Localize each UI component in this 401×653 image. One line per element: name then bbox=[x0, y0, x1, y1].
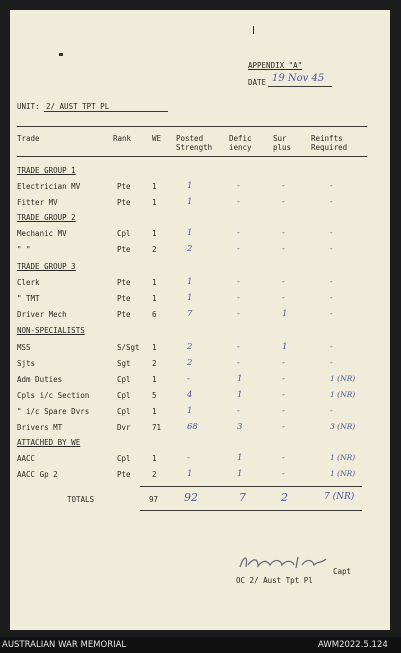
cell-posted: - bbox=[187, 453, 190, 463]
appendix-heading: APPENDIX "A" bbox=[248, 61, 303, 70]
cell-rank: S/Sgt bbox=[117, 343, 140, 352]
cell-surplus: - bbox=[282, 422, 285, 432]
cell-surplus: - bbox=[282, 358, 285, 368]
col-surplus-2: plus bbox=[273, 143, 292, 152]
cell-rank: Pte bbox=[117, 470, 131, 479]
totals-surplus: 2 bbox=[281, 491, 288, 504]
totals-we: 97 bbox=[149, 495, 159, 504]
cell-posted: 1 bbox=[187, 181, 193, 191]
cell-trade: MSS bbox=[17, 343, 31, 352]
group-attached: ATTACHED BY WE bbox=[17, 438, 81, 447]
cell-rank: Pte bbox=[117, 310, 131, 319]
cell-rank: Pte bbox=[117, 278, 131, 287]
cell-surplus: - bbox=[282, 277, 285, 287]
cell-deficiency: - bbox=[237, 342, 240, 352]
cell-deficiency: 1 bbox=[237, 469, 243, 479]
cell-surplus: - bbox=[282, 374, 285, 384]
col-posted-2: Strength bbox=[176, 143, 213, 152]
cell-reinfts: - bbox=[330, 181, 333, 190]
cell-trade: Electrician MV bbox=[17, 182, 81, 191]
cell-surplus: - bbox=[282, 181, 285, 191]
cell-trade: Drivers MT bbox=[17, 423, 63, 432]
cell-reinfts: - bbox=[330, 342, 333, 351]
cell-posted: 2 bbox=[187, 342, 193, 352]
header-bottom-rule bbox=[17, 156, 367, 157]
cell-surplus: - bbox=[282, 244, 285, 254]
totals-reinfts: 7 (NR) bbox=[324, 492, 355, 502]
cell-posted: 2 bbox=[187, 244, 193, 254]
cell-posted: 68 bbox=[187, 422, 198, 432]
cell-surplus: 1 bbox=[282, 342, 288, 352]
date-underline bbox=[268, 86, 332, 87]
col-surplus: Sur bbox=[273, 134, 287, 143]
cell-we: 1 bbox=[152, 229, 157, 238]
cell-deficiency: - bbox=[237, 277, 240, 287]
totals-bottom-rule bbox=[140, 510, 362, 511]
cell-we: 2 bbox=[152, 359, 157, 368]
cell-trade: Mechanic MV bbox=[17, 229, 67, 238]
cell-trade: " i/c Spare Dvrs bbox=[17, 407, 90, 416]
cell-deficiency: 1 bbox=[237, 374, 243, 384]
cell-surplus: - bbox=[282, 469, 285, 479]
cell-deficiency: - bbox=[237, 309, 240, 319]
totals-top-rule bbox=[140, 486, 362, 487]
cell-rank: Cpl bbox=[117, 229, 131, 238]
cell-trade: AACC Gp 2 bbox=[17, 470, 58, 479]
archive-footer bbox=[0, 637, 401, 653]
cell-we: 1 bbox=[152, 278, 157, 287]
cell-deficiency: 3 bbox=[237, 422, 243, 432]
group-non-specialists: NON-SPECIALISTS bbox=[17, 326, 85, 335]
cell-surplus: - bbox=[282, 197, 285, 207]
cell-posted: 7 bbox=[187, 309, 193, 319]
col-trade: Trade bbox=[17, 134, 40, 143]
col-reinfts: Reinfts bbox=[311, 134, 343, 143]
cell-reinfts: - bbox=[330, 197, 333, 206]
cell-trade: Clerk bbox=[17, 278, 40, 287]
cell-rank: Cpl bbox=[117, 454, 131, 463]
cell-trade: Driver Mech bbox=[17, 310, 67, 319]
group-trade-3: TRADE GROUP 3 bbox=[17, 262, 76, 271]
cell-we: 1 bbox=[152, 294, 157, 303]
cell-reinfts: - bbox=[330, 358, 333, 367]
totals-defic: 7 bbox=[239, 491, 246, 504]
cell-we: 6 bbox=[152, 310, 157, 319]
cell-posted: 1 bbox=[187, 277, 193, 287]
cell-posted: 4 bbox=[187, 390, 193, 400]
cell-we: 1 bbox=[152, 182, 157, 191]
cell-posted: 1 bbox=[187, 228, 193, 238]
cell-deficiency: - bbox=[237, 181, 240, 191]
unit-value: 2/ AUST TPT PL bbox=[46, 102, 110, 111]
cell-trade: Cpls i/c Section bbox=[17, 391, 90, 400]
cell-trade: Fitter MV bbox=[17, 198, 58, 207]
cell-trade: " TMT bbox=[17, 294, 40, 303]
unit-underline bbox=[44, 111, 168, 112]
cell-reinfts: 1 (NR) bbox=[330, 453, 356, 462]
signature-title: OC 2/ Aust Tpt Pl bbox=[236, 576, 313, 585]
cell-surplus: - bbox=[282, 293, 285, 303]
cell-we: 1 bbox=[152, 198, 157, 207]
cell-reinfts: - bbox=[330, 309, 333, 318]
cell-rank: Pte bbox=[117, 182, 131, 191]
cell-reinfts: 1 (NR) bbox=[330, 374, 356, 383]
cell-deficiency: - bbox=[237, 406, 240, 416]
cell-reinfts: - bbox=[330, 406, 333, 415]
group-trade-2: TRADE GROUP 2 bbox=[17, 213, 76, 222]
cell-surplus: - bbox=[282, 406, 285, 416]
signature-mark bbox=[236, 553, 332, 573]
cell-reinfts: - bbox=[330, 277, 333, 286]
col-rank: Rank bbox=[113, 134, 132, 143]
cell-we: 1 bbox=[152, 407, 157, 416]
cell-reinfts: - bbox=[330, 228, 333, 237]
cell-we: 2 bbox=[152, 470, 157, 479]
cell-deficiency: - bbox=[237, 358, 240, 368]
cell-we: 1 bbox=[152, 343, 157, 352]
cell-we: 2 bbox=[152, 245, 157, 254]
col-reinfts-2: Required bbox=[311, 143, 348, 152]
cell-rank: Cpl bbox=[117, 391, 131, 400]
cell-trade: AACC bbox=[17, 454, 36, 463]
cell-rank: Pte bbox=[117, 198, 131, 207]
cell-reinfts: 1 (NR) bbox=[330, 469, 356, 478]
cell-we: 1 bbox=[152, 454, 157, 463]
footer-institution: AUSTRALIAN WAR MEMORIAL bbox=[2, 640, 127, 650]
cell-posted: 2 bbox=[187, 358, 193, 368]
table-top-rule bbox=[17, 126, 367, 127]
cell-we: 5 bbox=[152, 391, 157, 400]
document-page bbox=[10, 10, 390, 630]
cell-deficiency: - bbox=[237, 228, 240, 238]
cell-deficiency: 1 bbox=[237, 390, 243, 400]
cell-we: 71 bbox=[152, 423, 162, 432]
cell-surplus: - bbox=[282, 228, 285, 238]
cell-trade: " " bbox=[17, 245, 31, 254]
cell-deficiency: - bbox=[237, 293, 240, 303]
cell-rank: Dvr bbox=[117, 423, 131, 432]
col-posted: Posted bbox=[176, 134, 204, 143]
cell-surplus: - bbox=[282, 390, 285, 400]
col-defic-2: iency bbox=[229, 143, 252, 152]
footer-reference: AWM2022.5.124 bbox=[318, 640, 388, 650]
cell-deficiency: - bbox=[237, 197, 240, 207]
cell-we: 1 bbox=[152, 375, 157, 384]
cell-reinfts: 1 (NR) bbox=[330, 390, 356, 399]
cell-surplus: - bbox=[282, 453, 285, 463]
date-value: 19 Nov 45 bbox=[272, 73, 325, 84]
cell-surplus: 1 bbox=[282, 309, 288, 319]
cell-rank: Pte bbox=[117, 294, 131, 303]
group-trade-1: TRADE GROUP 1 bbox=[17, 166, 76, 175]
cell-posted: 1 bbox=[187, 469, 193, 479]
cell-deficiency: 1 bbox=[237, 453, 243, 463]
cell-deficiency: - bbox=[237, 244, 240, 254]
cell-reinfts: 3 (NR) bbox=[330, 422, 356, 431]
date-label: DATE bbox=[248, 78, 267, 87]
signature-rank: Capt bbox=[333, 567, 352, 576]
cell-posted: 1 bbox=[187, 406, 193, 416]
cell-trade: Sjts bbox=[17, 359, 36, 368]
unit-label: UNIT: bbox=[17, 102, 40, 111]
cell-posted: 1 bbox=[187, 293, 193, 303]
cell-trade: Adm Duties bbox=[17, 375, 63, 384]
cell-rank: Cpl bbox=[117, 375, 131, 384]
punch-mark bbox=[59, 53, 63, 56]
cell-rank: Pte bbox=[117, 245, 131, 254]
cell-rank: Cpl bbox=[117, 407, 131, 416]
cell-rank: Sgt bbox=[117, 359, 131, 368]
cell-posted: 1 bbox=[187, 197, 193, 207]
cell-reinfts: - bbox=[330, 244, 333, 253]
totals-posted: 92 bbox=[184, 491, 198, 504]
col-we: WE bbox=[152, 134, 162, 143]
cell-posted: - bbox=[187, 374, 190, 384]
punch-mark bbox=[253, 26, 254, 34]
totals-label: TOTALS bbox=[67, 495, 95, 504]
col-defic: Defic bbox=[229, 134, 252, 143]
cell-reinfts: - bbox=[330, 293, 333, 302]
